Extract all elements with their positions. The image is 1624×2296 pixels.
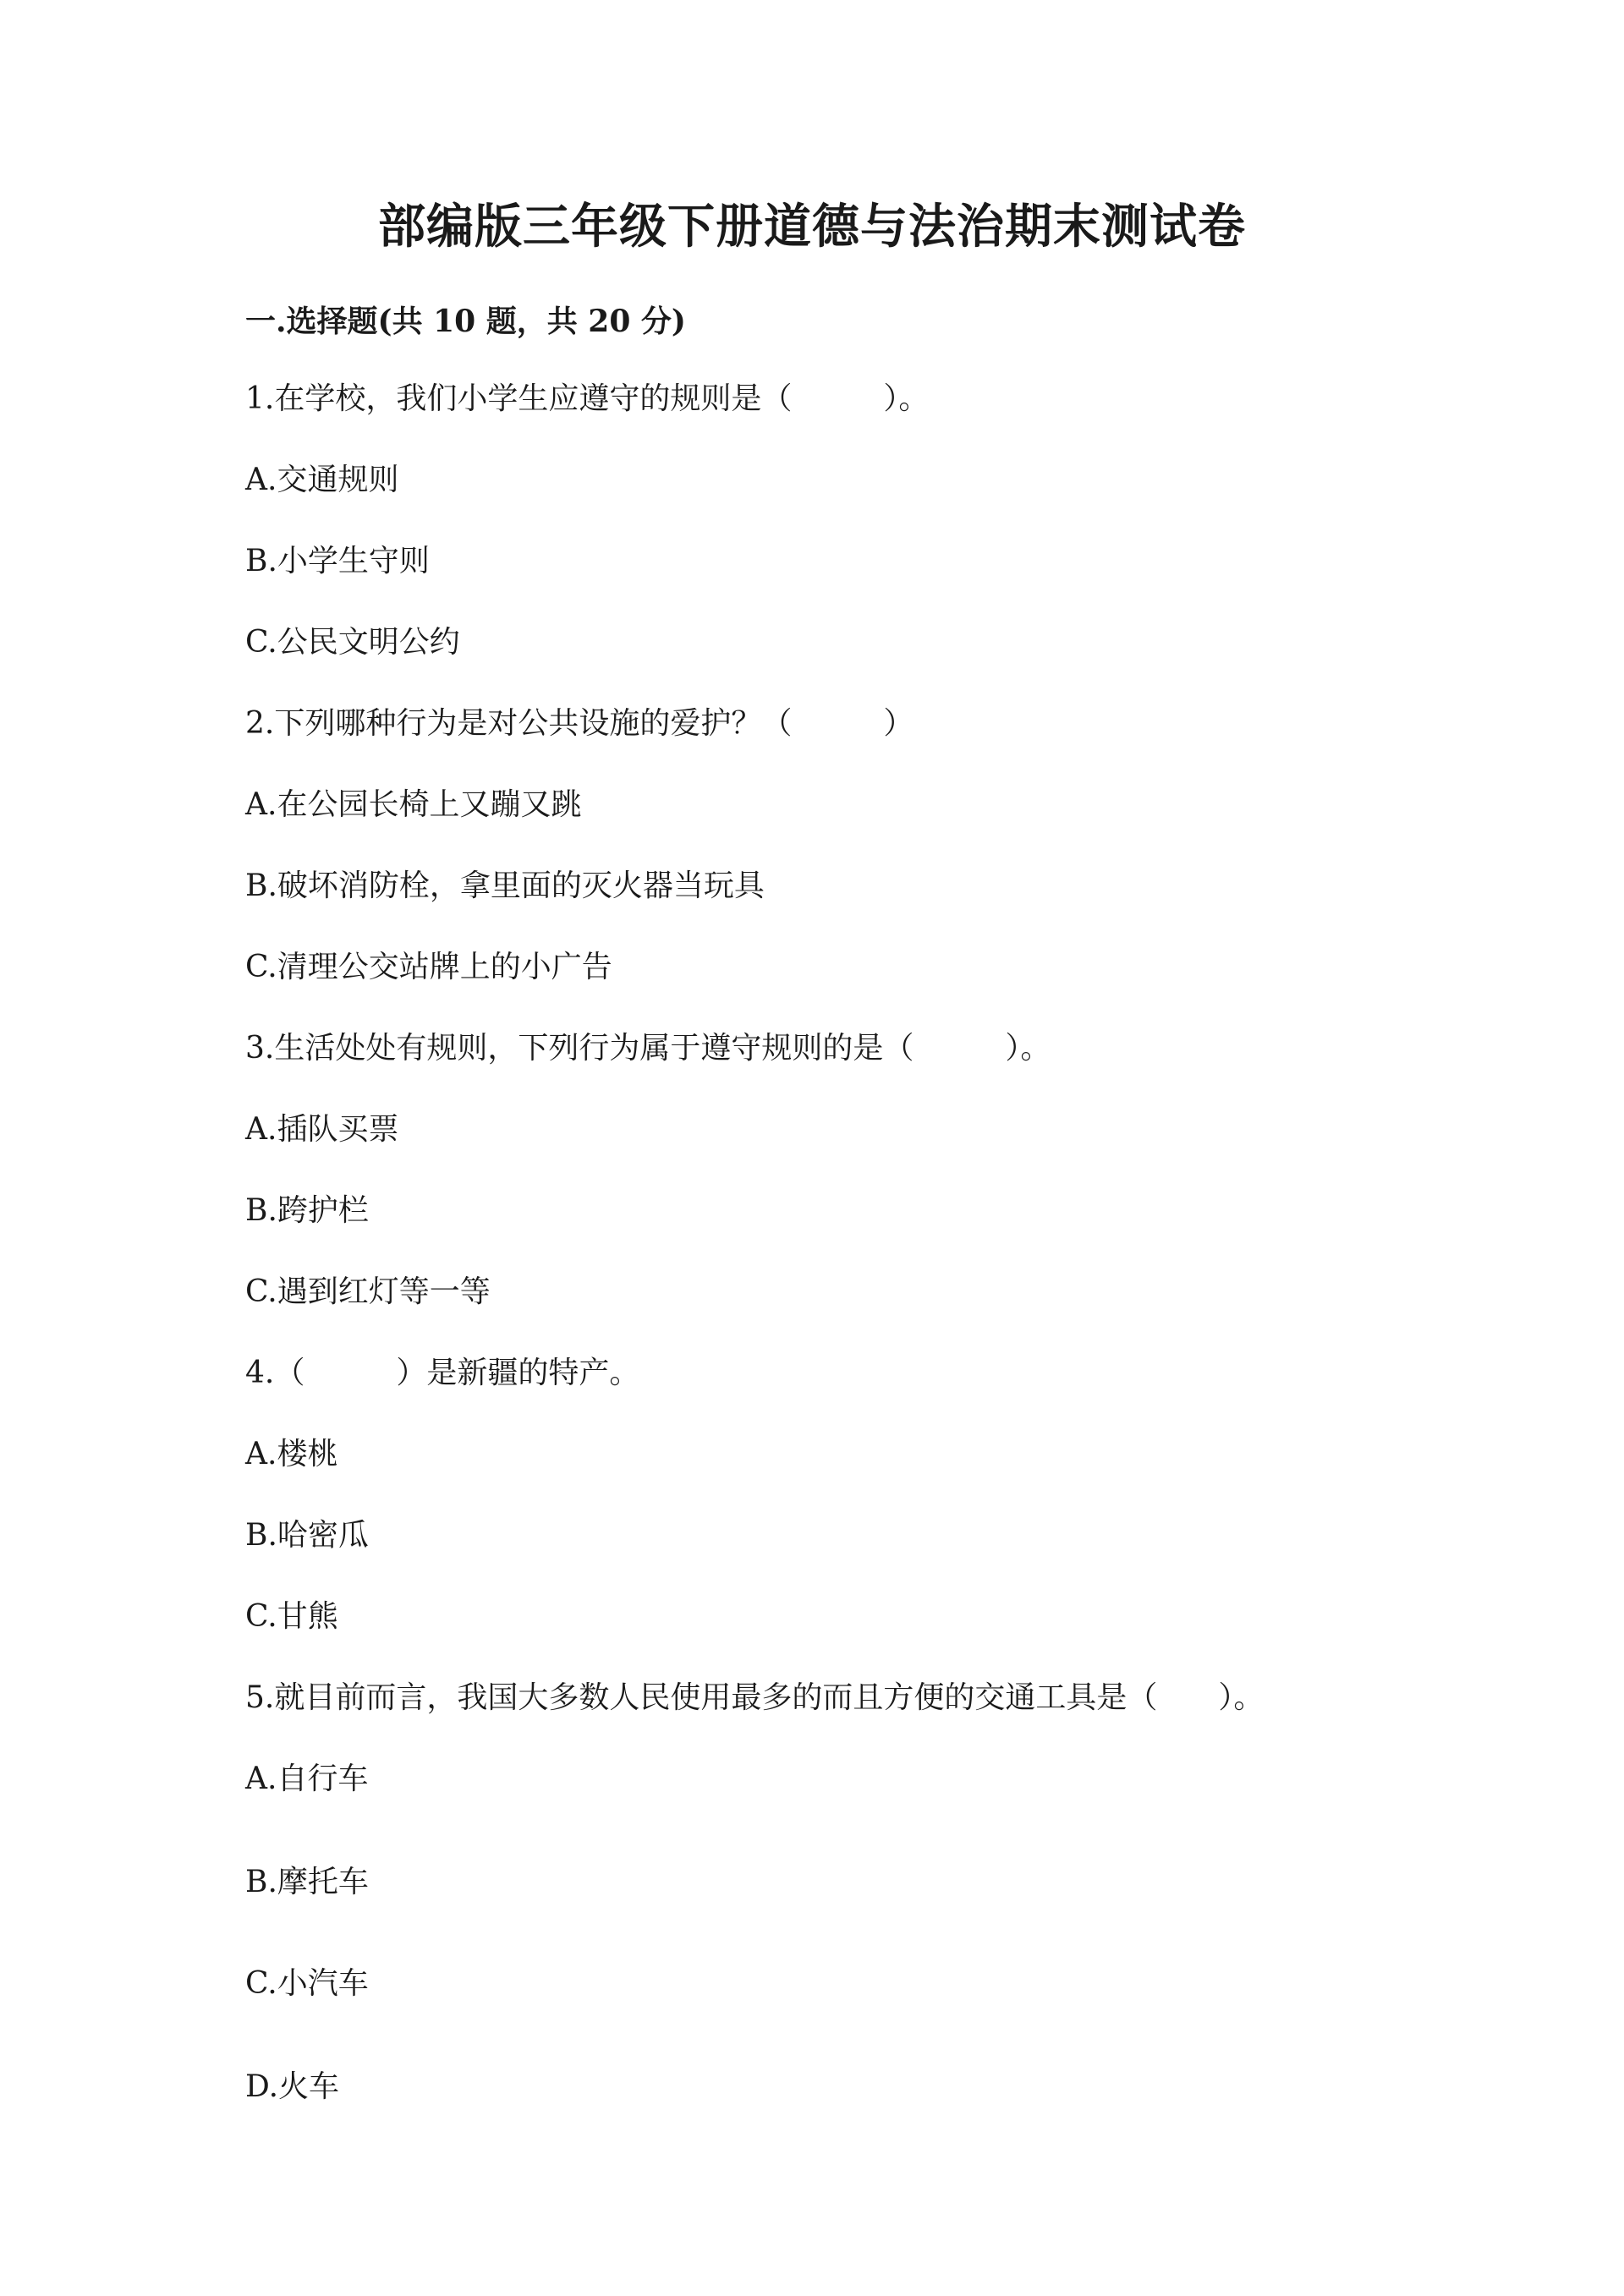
- question-5-option-c: C.小汽车: [245, 1966, 369, 2001]
- question-4-option-c: C.甘熊: [245, 1599, 338, 1634]
- question-5-stem: 5.就目前而言，我国大多数人民使用最多的而且方便的交通工具是（ ）。: [245, 1680, 1265, 1715]
- question-1-option-c: C.公民文明公约: [245, 625, 460, 660]
- question-4-option-a: A.楼桃: [245, 1437, 338, 1471]
- page-title: 部编版三年级下册道德与法治期末测试卷: [378, 199, 1246, 255]
- question-2-option-a: A.在公园长椅上又蹦又跳: [245, 787, 582, 822]
- question-2-option-b: B.破坏消防栓，拿里面的灭火器当玩具: [245, 869, 765, 903]
- question-5-option-d: D.火车: [245, 2069, 340, 2104]
- section-heading: 一.选择题(共 10 题，共 20 分): [245, 304, 686, 339]
- question-3-option-b: B.跨护栏: [245, 1193, 369, 1228]
- question-2-stem: 2.下列哪种行为是对公共设施的爱护？（ ）: [245, 706, 914, 741]
- question-4-stem: 4.（ ）是新疆的特产。: [245, 1356, 640, 1390]
- question-5-option-a: A.自行车: [245, 1762, 369, 1796]
- question-1-option-b: B.小学生守则: [245, 544, 430, 578]
- question-3-option-a: A.插队买票: [245, 1112, 399, 1147]
- question-1-option-a: A.交通规则: [245, 463, 399, 497]
- question-2-option-c: C.清理公交站牌上的小广告: [245, 950, 612, 984]
- question-5-option-b: B.摩托车: [245, 1865, 369, 1899]
- question-4-option-b: B.哈密瓜: [245, 1518, 369, 1553]
- question-3-option-c: C.遇到红灯等一等: [245, 1274, 491, 1309]
- question-1-stem: 1.在学校，我们小学生应遵守的规则是（ ）。: [245, 381, 930, 416]
- question-3-stem: 3.生活处处有规则，下列行为属于遵守规则的是（ ）。: [245, 1031, 1051, 1066]
